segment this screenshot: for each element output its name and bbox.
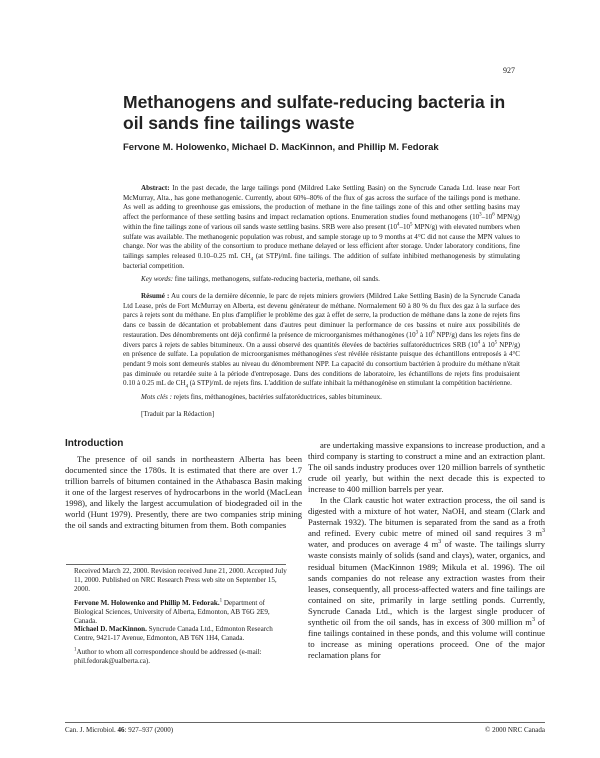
resume-exponent: 4 [477, 340, 481, 346]
abstract-exponent: 4 [396, 222, 400, 228]
keywords-text: fine tailings, methanogens, sulfate-reducing bacteria, methane, oil sands. [173, 275, 380, 284]
footnote-marker: 1 [219, 598, 223, 604]
resume-exponent: 6 [432, 330, 435, 336]
abstract-text: –10 [481, 213, 493, 222]
keywords [123, 275, 520, 285]
notes-divider [66, 564, 286, 565]
abstract-text: (at STP)/mL fine tailings. The addition of sulfate inhibited methanogenesis by stimulating bacterial competition. [123, 251, 520, 270]
front-matter [123, 184, 520, 423]
translator-note: [Traduit par la Rédaction] [141, 409, 215, 418]
body-exponent: 3 [438, 539, 442, 546]
abstract-text: In the past decade, the large tailings pond (Mildred Lake Settling Basin) on the Syncrude Canada Ltd. lease near Fort McMurray, Alta., has gone methanogenic. Currently, about 60%–80% of the flux of gas across the surface of the tailings pond is methane. As well as adding to greenhouse gas emissions, the production of methane in the fine tailings zone of this and other settling basins may affect the performance of these settling basins and impact reclamation options. Enumeration studies found methanogens (10 [123, 184, 520, 222]
resume-text: NPP/g) dans les rejets fins de divers parcs à rejets de sables bitumineux. On a aussi observé des quantités élevées de bactéries sulfatoréductrices SRB (10 [123, 330, 520, 349]
resume-text: (à STP)/mL de rejets fins. L'addition de sulfate inhibait la méthanogénèse en stimulant la compétition bactérienne. [188, 379, 512, 388]
resume-label: Résumé : [141, 292, 170, 301]
left-column [65, 438, 302, 531]
affiliation-names: Fervone M. Holowenko and Phillip M. Fedorak. [74, 598, 220, 607]
footnote-marker: 1 [74, 647, 77, 653]
correspondence-note [74, 648, 294, 666]
resume-exponent: 3 [415, 330, 419, 336]
resume-text: NPP/g) en présence de sulfate. La population de microorganismes méthanogènes s'est révélée résistante puisque des échantillons entreposés à 4°C pendant 9 mois sont demeurés stables au niveau du dénombrement NPP. La capacité du consortium bactérien à produire du méthane n'était pas diminuée ou retardée suite à la période d'entreposage. Dans des conditions de laboratoire, les échantillons de rejets fins produisaient 0.10 à 0.25 mL de CH [123, 340, 520, 388]
abstract-exponent: 5 [410, 222, 413, 228]
affiliation-names: Michael D. MacKinnon. [74, 625, 147, 634]
abstract-exponent: 3 [479, 212, 482, 218]
right-column [308, 440, 545, 661]
introduction-paragraph: The presence of oil sands in northeastern Alberta has been documented since the 1780s. It is estimated that there are over 1.7 trillion barrels of bitumen contained in the Athabasca Basin making it one of the largest reserves of hydrocarbons in the world (MacLean 1998), and likely the largest accumulation of biodegraded oil in the world (Hunt 1979). Presently, there are two companies strip mining the oil sands and extracting bitumen from them. Both companies [65, 454, 302, 531]
received-dates: Received March 22, 2000. Revision received June 21, 2000. Accepted July 11, 2000. Published on NRC Research Press web site on September 15, 2000. [74, 567, 287, 593]
resume-exponent: 5 [494, 340, 498, 346]
body-exponent: 3 [542, 528, 545, 535]
abstract-subscript: 4 [250, 257, 254, 263]
footer-divider [65, 722, 545, 723]
correspondence-text: Author to whom all correspondence should be addressed (e-mail: phil.fedorak@ualberta.ca). [74, 648, 262, 666]
copyright-notice: © 2000 NRC Canada [485, 726, 545, 734]
introduction-paragraph: are undertaking massive expansions to increase production, and a third company is starting to construct a mine and an extraction plant. The oil sands industry produces over 120 million barrels of synthetic crude oil yearly, but within the next decade this is expected to increase to 400 million barrels per year. [308, 440, 545, 495]
citation-text: : 927–937 (2000) [124, 726, 174, 734]
affiliation-text: Department of Biological Sciences, University of Alberta, Edmonton, AB T6G 2E9, Canada. [74, 598, 270, 625]
mots-cles-text: rejets fins, méthanogènes, bactéries sulfatoréductrices, sables bitumineux. [171, 393, 382, 402]
article-title: Methanogens and sulfate-reducing bacteria in oil sands fine tailings waste [123, 92, 506, 133]
journal-citation [65, 726, 173, 734]
body-text: In the Clark caustic hot water extraction process, the oil sand is digested with a mixture of hot water, NaOH, and steam (Clark and Pasternak 1932). The bitumen is separated from the sand as a froth and refined. Every cubic metre of mined oil sand requires 3 m [308, 495, 545, 539]
abstract-text: –10 [399, 222, 411, 231]
abstract-exponent: 6 [492, 212, 495, 218]
mots-cles [123, 393, 520, 403]
resume-text: à 10 [418, 330, 433, 339]
introduction-paragraph [308, 495, 545, 661]
article-notes [74, 564, 294, 666]
resume-text: Au cours de la dernière décennie, le parc de rejets miniers growiers (Mildred Lake Settling Basin) de la Syncrude Canada Ltd Lease, près de Fort McMurray en Alberta, est devenu générateur de méthane. Normalement 60 à 80 % du flux des gaz à la surface des parcs à rejets sont du méthane. En plus d'amplifier le problème des gaz à effet de serre, la production de méthane dans la zone de rejets fins dans ce bassin de décantation et probablement dans d'autres peut diminuer la performance de ces bassins et nuire aux possibilités de restauration. Des dénombrements ont déjà confirmé la présence de microorganismes méthanogènes (10 [123, 292, 520, 339]
author-list: Fervone M. Holowenko, Michael D. MacKinnon, and Phillip M. Fedorak [123, 142, 439, 153]
abstract [123, 184, 520, 271]
resume-subscript: 4 [185, 384, 189, 390]
body-text: of fine tailings contained in these ponds, and this volume will continue to increase as mining operations proceed. One of the major reclamation plans for [308, 616, 545, 660]
abstract-label: Abstract: [141, 184, 170, 192]
page-number: 927 [503, 66, 515, 75]
resume [123, 292, 520, 389]
citation-volume: 46 [117, 726, 125, 734]
body-text: water, and produces on average 4 m [308, 539, 439, 550]
mots-cles-label: Mots clés : [141, 393, 172, 402]
body-text: of waste. The tailings slurry waste consists mainly of solids (sand and clays), water, organics, and residual bitumen (MacKinnon 1989; Mikula et al. 1996). The oil sands companies do not release any extraction wastes from their leases, consequently, all process-affected waters and fine tailings are contained on site, primarily in large settling ponds. Currently, Syncrude Canada Ltd., which is the largest single producer of synthetic oil from the oil sands, has in excess of 300 million m [308, 539, 545, 627]
affiliation-text: Syncrude Canada Ltd., Edmonton Research Centre, 9421-17 Avenue, Edmonton, AB T6N 1H4, Canada. [74, 625, 273, 643]
introduction-heading: Introduction [65, 438, 124, 449]
keywords-label: Key words: [141, 275, 174, 284]
affiliation-2 [74, 625, 294, 643]
body-exponent: 3 [531, 616, 535, 623]
citation-text: Can. J. Microbiol. [65, 726, 118, 734]
abstract-text: MPN/g) within the fine tailings zone of various oil sands waste settling basins. SRB were also present (10 [123, 213, 520, 231]
abstract-text: MPN/g) with elevated numbers when sulfate was available. The methanogenic population was robust, and sample storage up to 9 months at 4°C did not cause the MPN values to change. Nor was the ability of the consortium to produce methane delayed or less efficient after storage. Under laboratory conditions, fine tailings samples released 0.10–0.25 mL CH [123, 222, 520, 260]
resume-text: à 10 [480, 340, 495, 349]
affiliation-1 [74, 599, 294, 626]
